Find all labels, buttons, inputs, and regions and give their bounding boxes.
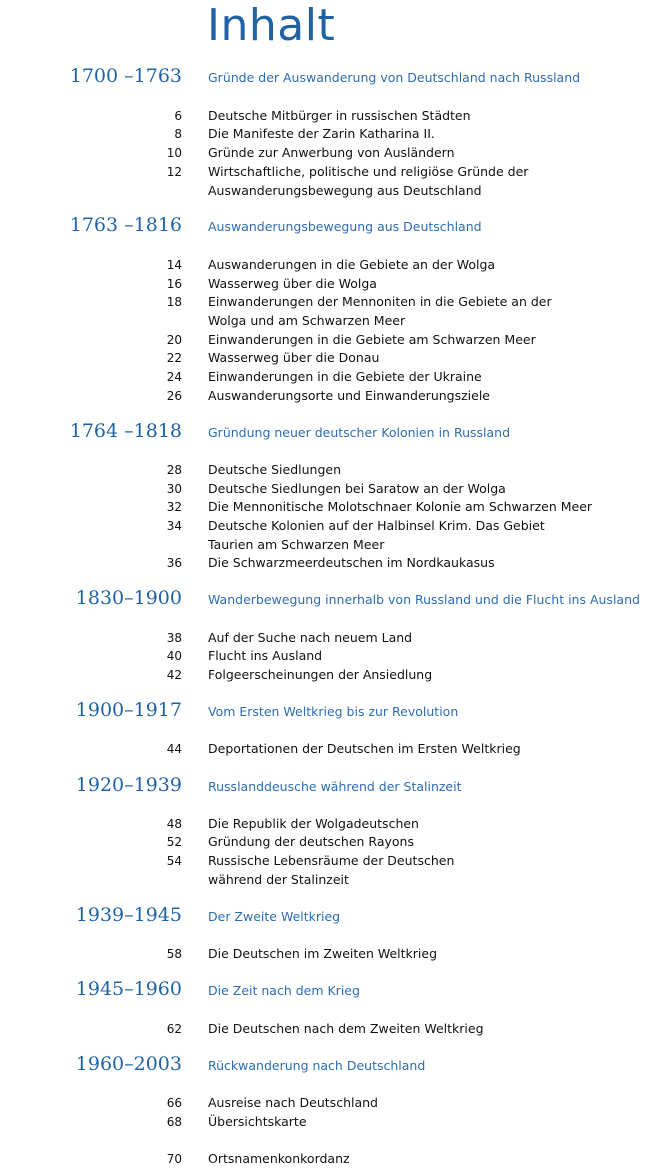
- entry-title[interactable]: Ausreise nach Deutschland: [208, 1095, 378, 1110]
- entry-page: 8: [174, 127, 182, 141]
- entry-title[interactable]: Einwanderungen der Mennoniten in die Gebiete an der: [208, 294, 552, 309]
- entry-page: 26: [166, 389, 182, 403]
- entry-page: 44: [166, 742, 182, 756]
- section-years: 1763 –1816: [69, 214, 182, 236]
- section-years: 1920–1939: [75, 774, 182, 796]
- section-years: 1945–1960: [75, 978, 182, 1000]
- entry-title[interactable]: Übersichtskarte: [208, 1114, 307, 1129]
- section-years: 1830–1900: [75, 587, 182, 609]
- entry-title[interactable]: Deutsche Mitbürger in russischen Städten: [208, 108, 471, 123]
- entry-title-continued[interactable]: Taurien am Schwarzen Meer: [208, 537, 385, 552]
- section-years: 1960–2003: [75, 1053, 182, 1075]
- entry-page: 36: [166, 556, 182, 570]
- entry-page: 62: [166, 1022, 182, 1036]
- entry-page: 48: [166, 817, 182, 831]
- entry-title[interactable]: Die Manifeste der Zarin Katharina II.: [208, 126, 435, 141]
- entry-page: 38: [166, 631, 182, 645]
- page-title: Inhalt: [207, 0, 336, 51]
- entry-title-continued[interactable]: Auswanderungsbewegung aus Deutschland: [208, 183, 482, 198]
- entry-page: 30: [166, 482, 182, 496]
- entry-page: 16: [166, 277, 182, 291]
- entry-title[interactable]: Folgeerscheinungen der Ansiedlung: [208, 667, 433, 682]
- entry-title[interactable]: Flucht ins Ausland: [208, 648, 323, 663]
- entry-title[interactable]: Auswanderungsorte und Einwanderungsziele: [208, 388, 490, 403]
- entry-title[interactable]: Wasserweg über die Donau: [208, 350, 380, 365]
- entry-title[interactable]: Die Mennonitische Molotschnaer Kolonie am Schwarzen Meer: [208, 499, 593, 514]
- entry-title[interactable]: Die Schwarzmeerdeutschen im Nordkaukasus: [208, 555, 495, 570]
- entry-title[interactable]: Die Republik der Wolgadeutschen: [208, 816, 419, 831]
- entry-page: 14: [166, 258, 182, 272]
- section-heading[interactable]: Gründe der Auswanderung von Deutschland nach Russland: [208, 70, 581, 85]
- entry-title[interactable]: Deportationen der Deutschen im Ersten Weltkrieg: [208, 741, 521, 756]
- entry-title[interactable]: Gründung der deutschen Rayons: [208, 834, 414, 849]
- entry-title-continued[interactable]: Wolga und am Schwarzen Meer: [208, 313, 406, 328]
- entry-page: 40: [166, 649, 182, 663]
- section-heading[interactable]: Auswanderungsbewegung aus Deutschland: [208, 219, 482, 234]
- entry-title[interactable]: Die Deutschen im Zweiten Weltkrieg: [208, 946, 438, 961]
- section-years: 1900–1917: [75, 699, 182, 721]
- entry-page: 66: [166, 1096, 182, 1110]
- entry-page: 20: [166, 333, 182, 347]
- entry-page: 28: [166, 463, 182, 477]
- section-heading[interactable]: Russlanddeusche während der Stalinzeit: [208, 779, 462, 794]
- entry-title[interactable]: Auswanderungen in die Gebiete an der Wolga: [208, 257, 496, 272]
- entry-title[interactable]: Einwanderungen in die Gebiete der Ukraine: [208, 369, 482, 384]
- section-heading[interactable]: Gründung neuer deutscher Kolonien in Russland: [208, 425, 511, 440]
- section-heading[interactable]: Wanderbewegung innerhalb von Russland und die Flucht ins Ausland: [208, 592, 640, 607]
- entry-title[interactable]: Die Deutschen nach dem Zweiten Weltkrieg: [208, 1021, 484, 1036]
- entry-title[interactable]: Wirtschaftliche, politische und religiöse Gründe der: [208, 164, 529, 179]
- entry-page: 6: [174, 109, 182, 123]
- entry-page: 58: [166, 947, 182, 961]
- entry-title[interactable]: Wasserweg über die Wolga: [208, 276, 377, 291]
- entry-page: 24: [166, 370, 182, 384]
- entry-title-continued[interactable]: während der Stalinzeit: [208, 872, 349, 887]
- entry-title[interactable]: Deutsche Siedlungen bei Saratow an der Wolga: [208, 481, 506, 496]
- appendix-page: 70: [166, 1152, 182, 1166]
- entry-page: 10: [166, 146, 182, 160]
- entry-page: 18: [166, 295, 182, 309]
- entry-page: 12: [166, 165, 182, 179]
- entry-page: 22: [166, 351, 182, 365]
- entry-title[interactable]: Gründe zur Anwerbung von Ausländern: [208, 145, 455, 160]
- entry-title[interactable]: Deutsche Kolonien auf der Halbinsel Krim. Das Gebiet: [208, 518, 545, 533]
- entry-page: 54: [166, 854, 182, 868]
- section-heading[interactable]: Die Zeit nach dem Krieg: [208, 983, 360, 998]
- entry-page: 34: [166, 519, 182, 533]
- entry-title[interactable]: Auf der Suche nach neuem Land: [208, 630, 413, 645]
- section-heading[interactable]: Der Zweite Weltkrieg: [208, 909, 341, 924]
- entry-page: 52: [166, 835, 182, 849]
- entry-page: 32: [166, 500, 182, 514]
- appendix-title[interactable]: Ortsnamenkonkordanz: [208, 1151, 350, 1166]
- section-heading[interactable]: Rückwanderung nach Deutschland: [208, 1058, 426, 1073]
- section-years: 1700 –1763: [69, 65, 182, 87]
- section-years: 1939–1945: [75, 904, 182, 926]
- section-heading[interactable]: Vom Ersten Weltkrieg bis zur Revolution: [208, 704, 459, 719]
- entry-title[interactable]: Russische Lebensräume der Deutschen: [208, 853, 455, 868]
- entry-title[interactable]: Einwanderungen in die Gebiete am Schwarzen Meer: [208, 332, 536, 347]
- entry-page: 42: [166, 668, 182, 682]
- entry-title[interactable]: Deutsche Siedlungen: [208, 462, 342, 477]
- section-years: 1764 –1818: [69, 420, 182, 442]
- entry-page: 68: [166, 1115, 182, 1129]
